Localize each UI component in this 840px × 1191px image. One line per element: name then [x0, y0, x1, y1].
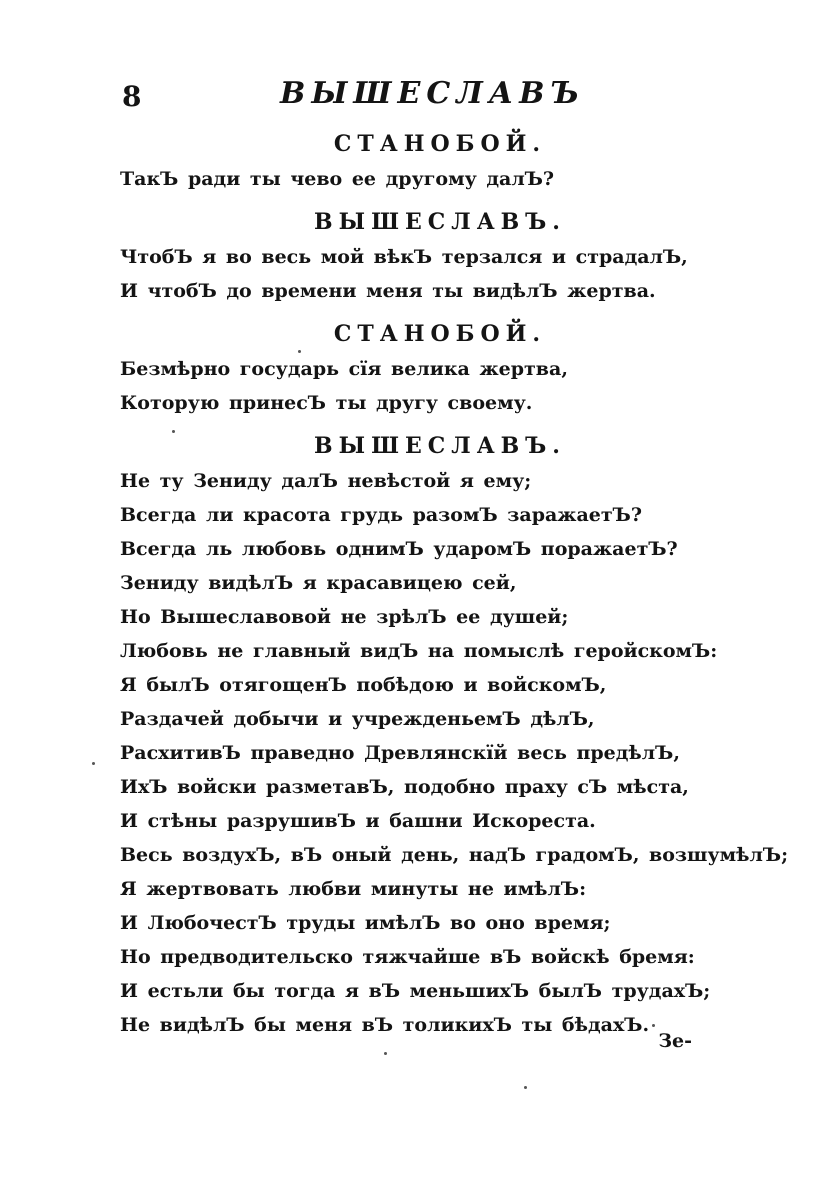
verse-line: Весь воздухЪ, вЪ оный день, надЪ градомЪ, возшумѣлЪ;: [120, 844, 789, 866]
verse-line: Я жертвовать любви минуты не имѣлЪ:: [120, 878, 587, 900]
verse-line: Любовь не главный видЪ на помыслѣ геройскомЪ:: [120, 640, 718, 662]
verse-line: Но Вышеславовой не зрѣлЪ ее душей;: [120, 606, 569, 628]
verse-line: И естьли бы тогда я вЪ меньшихЪ былЪ трудахЪ;: [120, 980, 711, 1002]
verse-line: Не видѣлЪ бы меня вЪ толикихЪ ты бѣдахЪ.: [120, 1014, 650, 1036]
speaker-heading: ВЫШЕСЛАВЪ.: [314, 209, 566, 235]
verse-line: ИхЪ войски разметавЪ, подобно праху сЪ мѣста,: [120, 776, 689, 798]
page-header: [0, 76, 840, 116]
verse-line: ТакЪ ради ты чево ее другому далЪ?: [120, 168, 555, 190]
catchword: Зе-: [658, 1030, 692, 1052]
verse-line: Которую принесЪ ты другу своему.: [120, 392, 533, 414]
verse-line: Безмѣрно государь сїя велика жертва,: [120, 358, 568, 380]
play-text: [120, 126, 789, 1042]
print-speck: [524, 1086, 527, 1089]
verse-line: РасхитивЪ праведно Древлянскїй весь предѣлЪ,: [120, 742, 680, 764]
print-speck: [92, 762, 95, 765]
verse-line: И ЛюбочестЪ труды имѣлЪ во оно время;: [120, 912, 611, 934]
speaker-heading: ВЫШЕСЛАВЪ.: [314, 433, 566, 459]
verse-line: Всегда ль любовь однимЪ ударомЪ поражаетЪ?: [120, 538, 678, 560]
verse-line: И чтобЪ до времени меня ты видѣлЪ жертва.: [120, 280, 656, 302]
speaker-heading: СТАНОБОЙ.: [333, 131, 547, 157]
print-speck: [384, 1052, 387, 1055]
verse-line: Всегда ли красота грудь разомЪ заражаетЪ?: [120, 504, 642, 526]
verse-line: И стѣны разрушивЪ и башни Искореста.: [120, 810, 596, 832]
running-title: ВЫШЕСЛАВЪ: [280, 76, 586, 111]
speaker-heading: СТАНОБОЙ.: [333, 321, 547, 347]
verse-line: Раздачей добычи и учрежденьемЪ дѣлЪ,: [120, 708, 595, 730]
verse-line: Зениду видѣлЪ я красавицею сей,: [120, 572, 517, 594]
page-number: 8: [122, 80, 142, 113]
print-speck: [652, 1024, 655, 1027]
print-speck: [298, 350, 301, 353]
verse-line: Но предводительско тяжчайше вЪ войскѣ бремя:: [120, 946, 695, 968]
print-speck: [172, 430, 175, 433]
verse-line: Не ту Зениду далЪ невѣстой я ему;: [120, 470, 532, 492]
verse-line: Я былЪ отягощенЪ побѣдою и войскомЪ,: [120, 674, 607, 696]
verse-line: ЧтобЪ я во весь мой вѣкЪ терзался и страдалЪ,: [120, 246, 688, 268]
